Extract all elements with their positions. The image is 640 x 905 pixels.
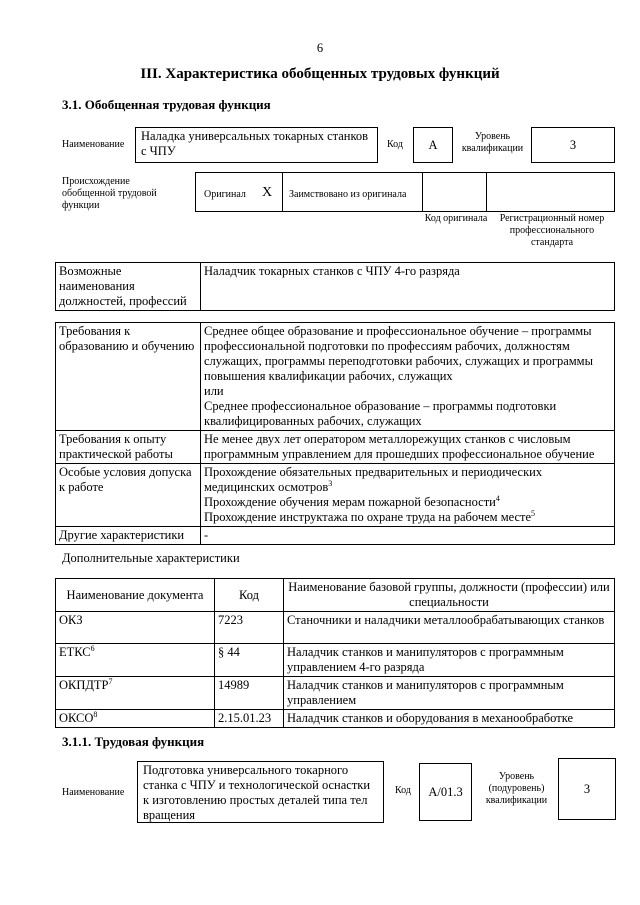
req-education-label: Требования к образованию и обучению [56, 323, 201, 431]
requirements-table [55, 322, 615, 545]
gtf-name-value: Наладка универсальных токарных станков с ЧПУ [135, 127, 378, 163]
origin-label: Происхождение обобщенной трудовой функции [62, 176, 157, 211]
table-row [56, 710, 615, 728]
positions-label: Возможные наименования должностей, профессий [56, 263, 201, 311]
doc-name: ОКПДТР [59, 678, 109, 692]
divider [422, 173, 423, 211]
doc-code: 7223 [215, 612, 284, 644]
gtf-level-value: 3 [531, 127, 615, 163]
table-row [56, 677, 615, 710]
req-other-value: - [201, 527, 615, 545]
additional-table [55, 578, 615, 728]
origin-table [195, 172, 615, 212]
doc-code: 14989 [215, 677, 284, 710]
req-experience-label: Требования к опыту практической работы [56, 431, 201, 464]
additional-header: Наименование документа [56, 579, 215, 612]
doc-group-name: Наладчик станков и манипуляторов с программным управлением 4-го разряда [284, 644, 615, 677]
tf-name-label: Наименование [62, 787, 125, 798]
tf-level-label: Уровень (подуровень) квалификации [485, 771, 548, 806]
footnote-ref: 8 [93, 709, 98, 719]
doc-group-name: Станочники и наладчики металлообрабатывающих станков [284, 612, 615, 644]
req-special-line: Прохождение инструктажа по охране труда на рабочем месте$^5$ [204, 508, 536, 524]
doc-group-name: Наладчик станков и оборудования в механообработке [284, 710, 615, 728]
req-education-value [201, 323, 615, 431]
page-number: 6 [316, 41, 324, 55]
additional-header: Код [215, 579, 284, 612]
doc-name: ОКЗ [59, 613, 83, 627]
origin-caption-reg: Регистрационный номер профессионального стандарта [499, 213, 605, 248]
doc-code: § 44 [215, 644, 284, 677]
tf-name-value: Подготовка универсального токарного станка с ЧПУ и технологической оснастки к изготовлению простых деталей типа тел вращения [137, 761, 384, 823]
additional-header: Наименование базовой группы, должности (профессии) или специальности [284, 579, 615, 612]
gtf-name-label: Наименование [62, 139, 125, 150]
gtf-code-label: Код [387, 139, 403, 150]
section-title: III. Характеристика обобщенных трудовых функций [140, 66, 500, 82]
doc-group-name: Наладчик станков и манипуляторов с программным управлением [284, 677, 615, 710]
req-experience-value: Не менее двух лет оператором металлорежущих станков с числовым программным управлением для прошедших профессиональное обучение [201, 431, 615, 464]
origin-original-label: Оригинал [204, 189, 246, 200]
gtf-heading: 3.1. Обобщенная трудовая функция [62, 97, 271, 112]
divider [486, 173, 487, 211]
req-special-line: Прохождение обязательных предварительных и периодических медицинских осмотров$^3$ [204, 465, 543, 494]
doc-name: ОКСО [59, 711, 94, 725]
req-other-label: Другие характеристики [56, 527, 201, 545]
doc-code: 2.15.01.23 [215, 710, 284, 728]
footnote-ref: 4 [495, 493, 500, 503]
tf-code-value: A/01.3 [419, 763, 472, 821]
tf-heading: 3.1.1. Трудовая функция [62, 734, 205, 749]
origin-mark: X [262, 185, 273, 200]
req-education-line: или [204, 384, 224, 398]
divider [282, 173, 283, 211]
req-education-line: Среднее общее образование и профессиональное обучение – программы профессиональной подготовки по профессиям рабочих, должностям служащих, программы переподготовки рабочих, служащих и программы повышения квалификации рабочих, служащих [204, 324, 593, 383]
gtf-code-value: А [413, 127, 453, 163]
additional-title: Дополнительные характеристики [62, 551, 240, 565]
table-row [56, 612, 615, 644]
footnote-ref: 3 [328, 478, 333, 488]
origin-borrowed-label: Заимствовано из оригинала [289, 189, 407, 200]
positions-table [55, 262, 615, 311]
req-special-label: Особые условия допуска к работе [56, 464, 201, 527]
positions-value: Наладчик токарных станков с ЧПУ 4-го разряда [201, 263, 615, 311]
tf-level-value: 3 [558, 758, 616, 820]
footnote-ref: 7 [108, 676, 113, 686]
req-special-value [201, 464, 615, 527]
origin-caption-code: Код оригинала [424, 213, 488, 224]
footnote-ref: 6 [90, 643, 95, 653]
req-education-line: Среднее профессиональное образование – программы подготовки квалифицированных рабочих, служащих [204, 399, 557, 428]
req-special-line: Прохождение обучения мерам пожарной безопасности$^4$ [204, 493, 500, 509]
doc-name: ЕТКС [59, 645, 91, 659]
gtf-level-label: Уровень квалификации [461, 131, 524, 154]
tf-code-label: Код [395, 785, 411, 796]
table-row [56, 644, 615, 677]
footnote-ref: 5 [531, 508, 536, 518]
